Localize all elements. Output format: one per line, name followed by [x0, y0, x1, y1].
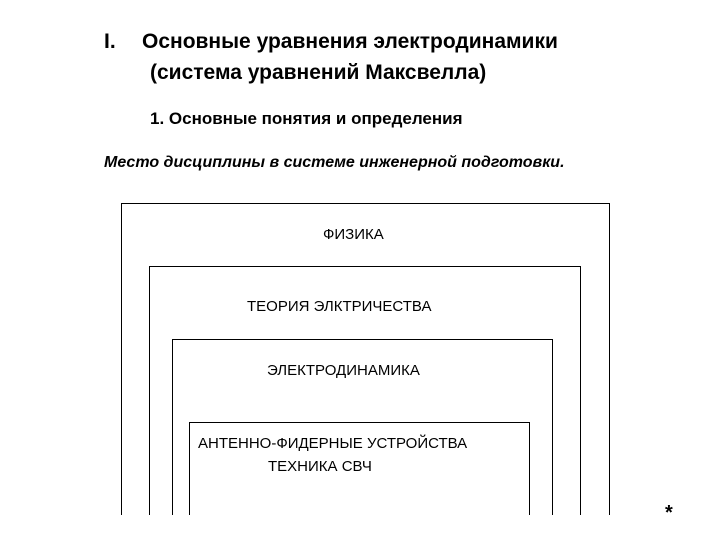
electricity-theory-label: ТЕОРИЯ ЭЛКТРИЧЕСТВА [247, 298, 432, 315]
electrodynamics-label: ЭЛЕКТРОДИНАМИКА [267, 362, 420, 379]
microwave-label: ТЕХНИКА СВЧ [268, 458, 372, 475]
page-title-line-1: Основные уравнения электродинамики [142, 30, 558, 53]
section-number: I. [104, 30, 116, 53]
antenna-devices-label: АНТЕННО-ФИДЕРНЫЕ УСТРОЙСТВА [198, 435, 468, 452]
section-subtitle: 1. Основные понятия и определения [150, 109, 463, 128]
footer-marker: * [665, 502, 673, 524]
page-title-line-2: (система уравнений Максвелла) [150, 61, 487, 84]
diagram-caption: Место дисциплины в системе инженерной подготовки. [104, 154, 565, 171]
physics-label: ФИЗИКА [323, 226, 384, 243]
